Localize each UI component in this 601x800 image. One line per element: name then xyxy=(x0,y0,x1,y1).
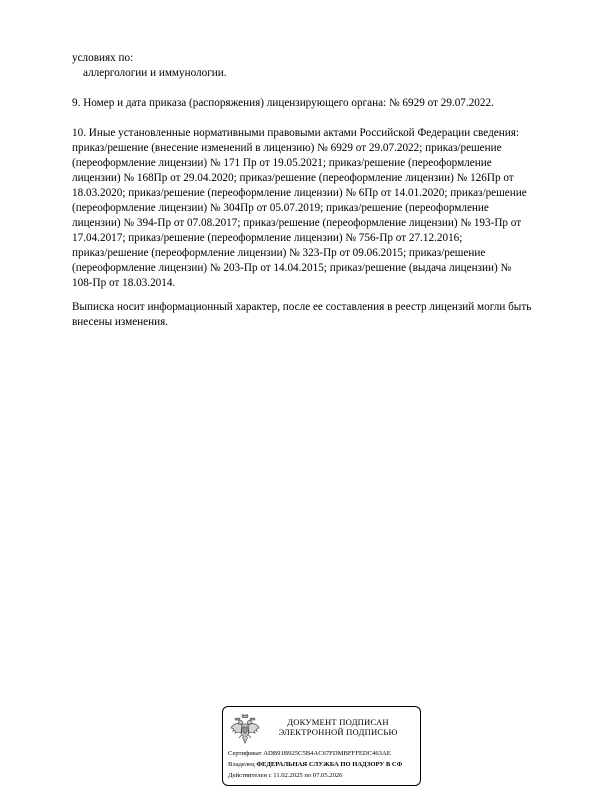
item-10-line: (переоформление лицензии) № 203-Пр от 14.04.2015; приказ/решение (выдача лицензии) № xyxy=(72,262,512,274)
item-10-line: приказ/решение (переоформление лицензии) № 323-Пр от 09.06.2015; приказ/решение xyxy=(72,247,486,259)
item-10-line: (переоформление лицензии) № 171 Пр от 19.05.2021; приказ/решение (переоформление xyxy=(72,157,492,169)
item-10-line: 10. Иные установленные нормативными правовыми актами Российской Федерации сведения: xyxy=(72,127,519,139)
item-9-order: 9. Номер и дата приказа (распоряжения) лицензирующего органа: № 6929 от 29.07.2022. xyxy=(72,97,494,109)
stamp-title xyxy=(263,717,413,737)
item-10-line: (переоформление лицензии) № 304Пр от 05.07.2019; приказ/решение (переоформление xyxy=(72,202,489,214)
note-line: внесены изменения. xyxy=(72,316,169,328)
conditions-item: аллергологии и иммунологии. xyxy=(83,67,227,79)
item-10-line: 18.03.2020; приказ/решение (переоформление лицензии) № 6Пр от 14.01.2020; приказ/решение xyxy=(72,187,527,199)
item-10-line: 17.04.2017; приказ/решение (переоформление лицензии) № 756-Пр от 27.12.2016; xyxy=(72,232,463,244)
stamp-certificate xyxy=(228,750,391,758)
item-10-line: лицензии) № 168Пр от 29.04.2020; приказ/решение (переоформление лицензии) № 126Пр от xyxy=(72,172,514,184)
stamp-certificate-value: ADB91B925C5B4AC67FDMBFFFEDC463AE xyxy=(263,750,391,757)
coat-of-arms-icon xyxy=(229,713,261,745)
stamp-title-line: ДОКУМЕНТ ПОДПИСАН xyxy=(287,717,389,727)
item-10-line: приказ/решение (внесение изменений в лицензию) № 6929 от 29.07.2022; приказ/решение xyxy=(72,142,502,154)
item-10-line: 108-Пр от 18.03.2014. xyxy=(72,277,176,289)
note-line: Выписка носит информационный характер, после ее составления в реестр лицензий могли быть xyxy=(72,301,532,313)
stamp-owner xyxy=(228,761,402,769)
item-10-other-info xyxy=(72,126,572,291)
stamp-certificate-label: Сертификат xyxy=(228,750,262,757)
conditions-intro: условиях по: xyxy=(72,52,134,64)
item-10-line: лицензии) № 394-Пр от 07.08.2017; приказ/решение (переоформление лицензии) № 193-Пр от xyxy=(72,217,522,229)
stamp-owner-label: Владелец xyxy=(228,761,255,768)
electronic-signature-stamp xyxy=(222,706,421,786)
conditions-block xyxy=(72,51,572,81)
stamp-validity: Действителен с 11.02.2025 по 07.05.2026 xyxy=(228,772,343,779)
informational-note xyxy=(72,300,572,330)
stamp-title-line: ЭЛЕКТРОННОЙ ПОДПИСЬЮ xyxy=(278,727,398,737)
stamp-owner-value: ФЕДЕРАЛЬНАЯ СЛУЖБА ПО НАДЗОРУ В СФ xyxy=(256,761,403,768)
